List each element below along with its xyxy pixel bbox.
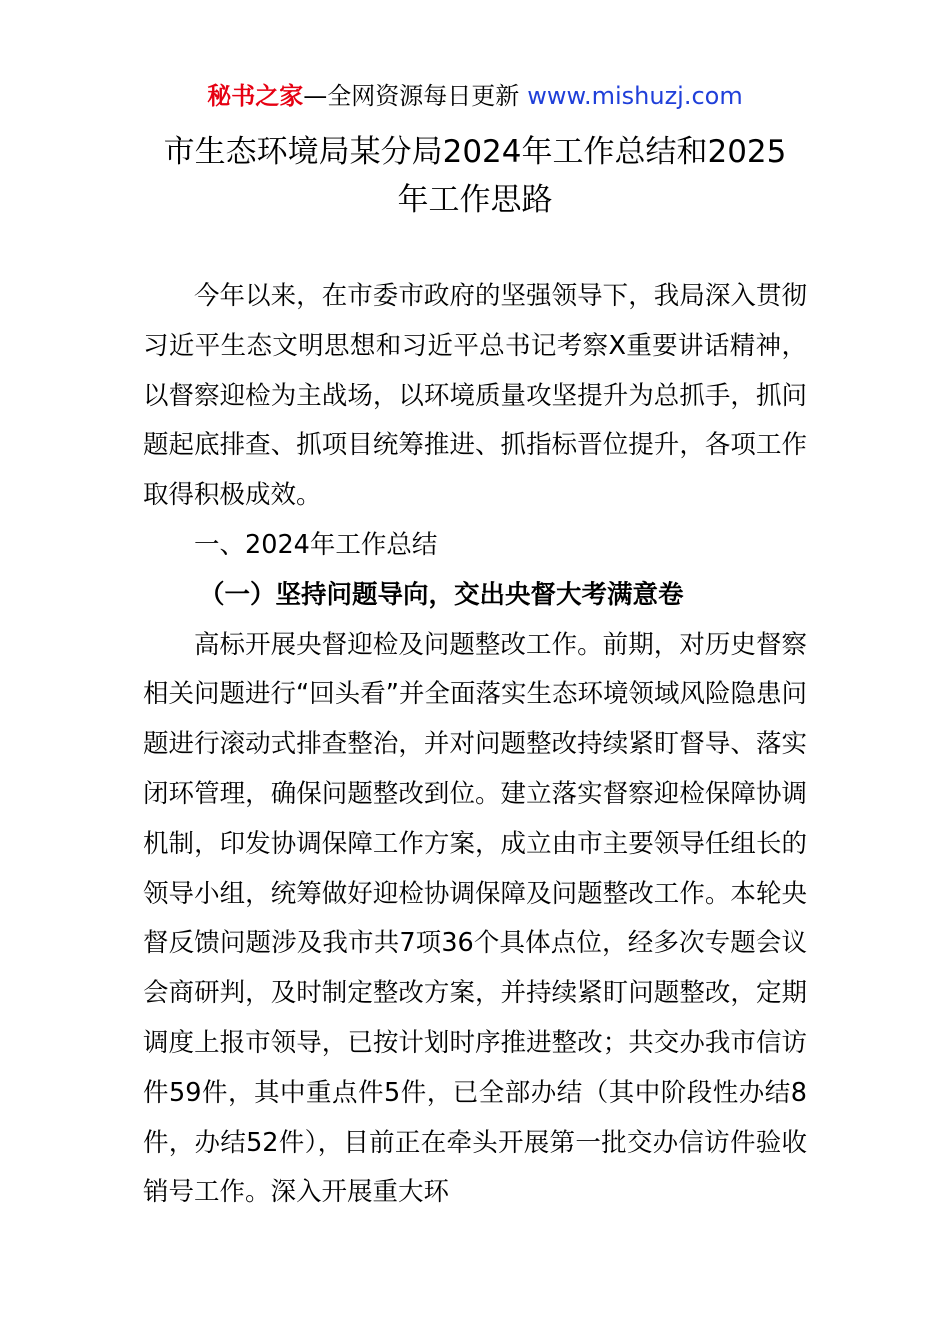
site-slogan: —全网资源每日更新 xyxy=(303,82,520,110)
subsection-paragraph: 高标开展央督迎检及问题整改工作。前期，对历史督察相关问题进行“回头看”并全面落实生态环境领域风险隐患问题进行滚动式排查整治，并对问题整改持续紧盯督导、落实闭环管理，确保问题整改到位。建立落实督察迎检保障协调机制，印发协调保障工作方案，成立由市主要领导任组长的领导小组，统筹做好迎检协调保障及问题整改工作。本轮央督反馈问题涉及我市共7项36个具体点位，经多次专题会议会商研判，及时制定整改方案，并持续紧盯问题整改，定期调度上报市领导，已按计划时序推进整改；共交办我市信访件59件，其中重点件5件，已全部办结（其中阶段性办结8件，办结52件），目前正在牵头开展第一批交办信访件验收销号工作。深入开展重大环 xyxy=(143,629,807,1208)
document-body xyxy=(143,272,807,1218)
section-heading: 一、2024年工作总结 xyxy=(194,529,438,560)
document-title: 市生态环境局某分局2024年工作总结和2025年工作思路 xyxy=(163,134,787,218)
intro-paragraph: 今年以来，在市委市政府的坚强领导下，我局深入贯彻习近平生态文明思想和习近平总书记考察X重要讲话精神，以督察迎检为主战场，以环境质量攻坚提升为总抓手，抓问题起底排查、抓项目统筹推进、抓指标晋位提升，各项工作取得积极成效。 xyxy=(143,281,807,511)
site-brand: 秘书之家 xyxy=(207,82,304,110)
site-url-link[interactable]: www.mishuzj.com xyxy=(527,82,743,110)
site-header xyxy=(0,80,950,112)
subsection-heading: （一）坚持问题导向，交出央督大考满意卷 xyxy=(199,579,684,610)
